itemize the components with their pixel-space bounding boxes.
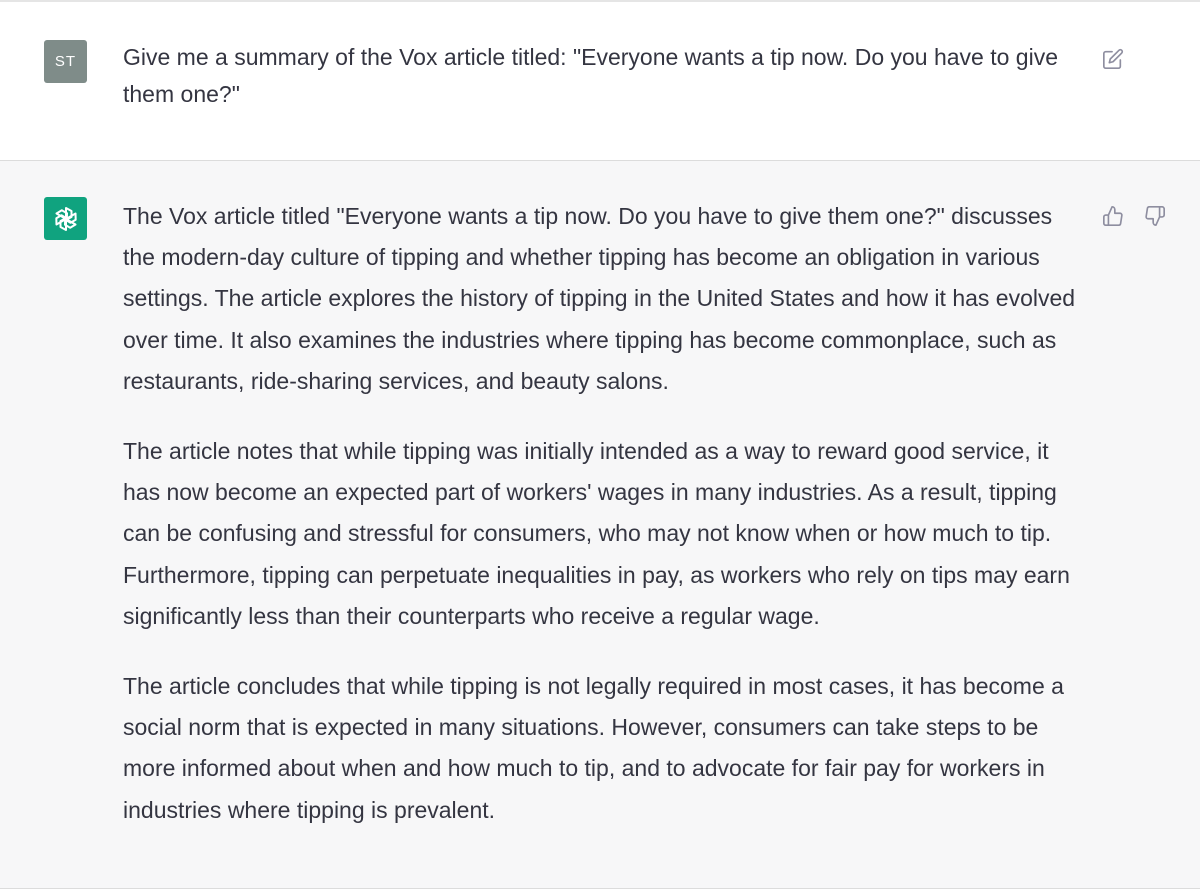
user-message-text: Give me a summary of the Vox article titled: "Everyone wants a tip now. Do you have to give them one?" <box>123 44 1059 107</box>
thumbs-down-icon <box>1144 205 1166 227</box>
thumbs-down-button[interactable] <box>1142 203 1168 229</box>
assistant-message-text <box>123 196 1088 860</box>
thumbs-up-button[interactable] <box>1100 203 1126 229</box>
assistant-paragraph-2: The article notes that while tipping was initially intended as a way to reward good service, it has now become an expected part of workers' wages in many industries. As a result, tipping can be confusing and stressful for consumers, who may not know when or how much to tip. Furthermore, tipping can perpetuate inequalities in pay, as workers who rely on tips may earn significantly less than their counterparts who receive a regular wage. <box>123 438 1070 629</box>
edit-icon <box>1102 48 1124 70</box>
openai-logo-icon <box>51 204 81 234</box>
user-message-row <box>0 2 1200 161</box>
edit-message-button[interactable] <box>1100 46 1126 72</box>
user-avatar-initials: ST <box>54 53 77 70</box>
assistant-paragraph-3: The article concludes that while tipping is not legally required in most cases, it has become a social norm that is expected in many situations. However, consumers can take steps to be more informed about when and how much to tip, and to advocate for fair pay for workers in industries where tipping is prevalent. <box>123 673 1064 823</box>
user-avatar <box>44 40 87 83</box>
thumbs-up-icon <box>1102 205 1124 227</box>
assistant-message-row <box>0 161 1200 889</box>
assistant-paragraph-1: The Vox article titled "Everyone wants a tip now. Do you have to give them one?" discusses the modern-day culture of tipping and whether tipping has become an obligation in various settings. The article explores the history of tipping in the United States and how it has evolved over time. It also examines the industries where tipping has become commonplace, such as restaurants, ride-sharing services, and beauty salons. <box>123 203 1076 394</box>
assistant-avatar <box>44 197 87 240</box>
